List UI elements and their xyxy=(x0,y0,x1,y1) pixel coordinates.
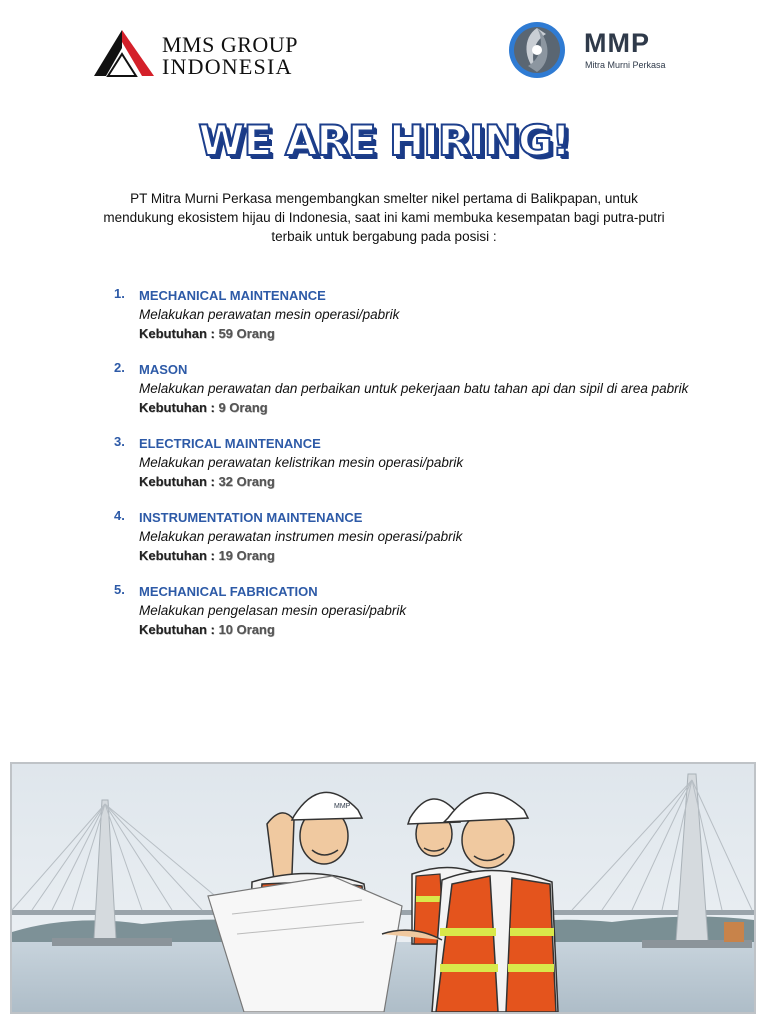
mmp-swirl-icon xyxy=(506,20,568,80)
job-item xyxy=(114,434,694,491)
job-description: Melakukan perawatan dan perbaikan untuk pekerjaan batu tahan api dan sipil di area pabrik xyxy=(139,381,689,396)
headline-text: WE ARE HIRING! xyxy=(198,116,570,165)
need-label: Kebutuhan : xyxy=(139,400,215,415)
mmp-logo-text: MMP xyxy=(584,28,650,58)
need-value: 32 Orang xyxy=(218,474,275,489)
job-description: Melakukan perawatan kelistrikan mesin operasi/pabrik xyxy=(139,455,464,470)
blueprint-paper xyxy=(208,876,402,1012)
intro-paragraph: PT Mitra Murni Perkasa mengembangkan smelter nikel pertama di Balikpapan, untuk mendukung ekosistem hijau di Indonesia, saat ini kami membuka kesempatan bagi putra-putri terbaik untuk bergabung pada posisi : xyxy=(103,191,665,244)
job-requirement xyxy=(139,398,694,417)
need-value: 59 Orang xyxy=(218,326,275,341)
job-title: MECHANICAL MAINTENANCE xyxy=(139,288,326,303)
job-title: MECHANICAL FABRICATION xyxy=(139,584,318,599)
job-description: Melakukan perawatan mesin operasi/pabrik xyxy=(139,307,400,322)
mms-group-logo xyxy=(92,28,322,80)
job-title: INSTRUMENTATION MAINTENANCE xyxy=(139,510,363,525)
helmet-logo-text: MMP xyxy=(334,803,351,810)
mms-triangle-icon xyxy=(92,28,156,78)
job-requirement xyxy=(139,620,694,639)
job-number: 1. xyxy=(114,286,125,301)
mms-logo-line2: INDONESIA xyxy=(162,54,293,79)
job-description: Melakukan perawatan instrumen mesin operasi/pabrik xyxy=(139,529,463,544)
need-value: 10 Orang xyxy=(218,622,275,637)
job-item xyxy=(114,582,694,639)
need-value: 19 Orang xyxy=(218,548,275,563)
mmp-logo xyxy=(506,20,676,82)
job-item xyxy=(114,360,694,417)
job-requirement xyxy=(139,546,694,565)
job-item xyxy=(114,508,694,565)
job-number: 2. xyxy=(114,360,125,375)
need-label: Kebutuhan : xyxy=(139,548,215,563)
headline-banner xyxy=(0,116,768,165)
workers-bridge-illustration xyxy=(10,762,756,1014)
job-title: MASON xyxy=(139,362,188,377)
job-requirement xyxy=(139,324,694,343)
need-label: Kebutuhan : xyxy=(139,474,215,489)
job-item xyxy=(114,286,694,343)
need-value: 9 Orang xyxy=(218,400,268,415)
need-label: Kebutuhan : xyxy=(139,622,215,637)
job-title: ELECTRICAL MAINTENANCE xyxy=(139,436,321,451)
need-label: Kebutuhan : xyxy=(139,326,215,341)
mmp-logo-subtext: Mitra Murni Perkasa xyxy=(585,60,666,70)
illustration-scene xyxy=(12,764,754,1012)
job-number: 3. xyxy=(114,434,125,449)
mms-logo-line1: MMS GROUP xyxy=(162,32,298,57)
job-number: 4. xyxy=(114,508,125,523)
job-requirement xyxy=(139,472,694,491)
job-description: Melakukan pengelasan mesin operasi/pabrik xyxy=(139,603,407,618)
job-number: 5. xyxy=(114,582,125,597)
job-list xyxy=(114,286,694,656)
